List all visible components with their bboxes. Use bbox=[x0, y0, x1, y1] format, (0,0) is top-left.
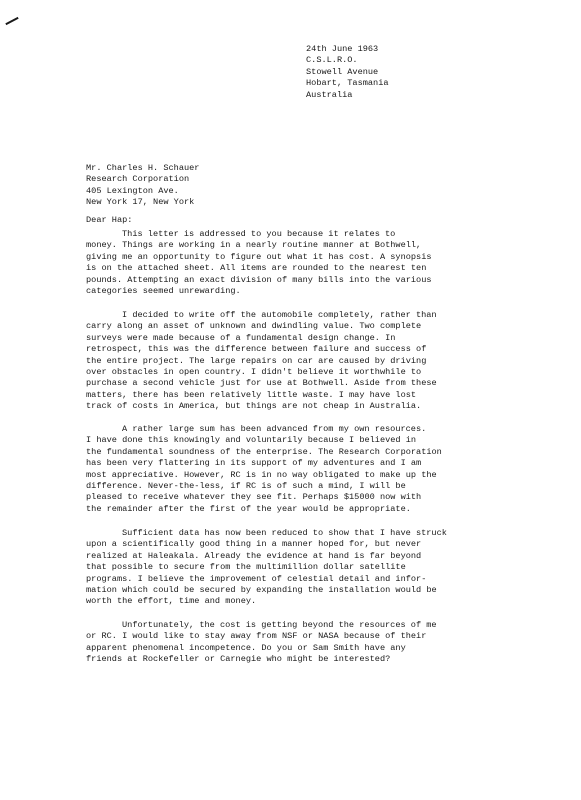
paragraph-line: the entire project. The large repairs on car are caused by driving bbox=[86, 355, 427, 366]
paragraph-line: the remainder after the first of the year would be appropriate. bbox=[86, 503, 411, 514]
sender-address-line: Australia bbox=[306, 89, 353, 100]
paragraph-line: pleased to receive whatever they see fit. Perhaps $15000 now with bbox=[86, 492, 422, 503]
paragraph-line: matters, there has been relatively little waste. I may have lost bbox=[86, 389, 417, 400]
paragraph-line: that possible to secure from the multimillion dollar satellite bbox=[86, 562, 406, 573]
paragraph-line: I decided to write off the automobile completely, rather than bbox=[122, 310, 437, 320]
recipient-address-line: Research Corporation bbox=[86, 174, 190, 185]
paragraph-line: carry along an asset of unknown and dwindling value. Two complete bbox=[86, 321, 422, 332]
sender-address-line: Stowell Avenue bbox=[306, 66, 379, 77]
paragraph-line: money. Things are working in a nearly routine manner at Bothwell, bbox=[86, 240, 422, 251]
pen-mark bbox=[5, 17, 18, 25]
paragraph-line: track of costs in America, but things are not cheap in Australia. bbox=[86, 401, 422, 412]
paragraph-line: retrospect, this was the difference between failure and success of bbox=[86, 344, 427, 355]
paragraph-line: programs. I believe the improvement of celestial detail and infor- bbox=[86, 573, 427, 584]
letter-date: 24th June 1963 bbox=[306, 44, 379, 54]
paragraph-line: categories seemed unrewarding. bbox=[86, 286, 241, 297]
paragraph-line: difference. Never-the-less, if RC is of such a mind, I will be bbox=[86, 481, 406, 492]
paragraph-line: This letter is addressed to you because it relates to bbox=[122, 229, 396, 239]
paragraph-line: mation which could be secured by expanding the installation would be bbox=[86, 585, 437, 596]
paragraph-line: pounds. Attempting an exact division of many bills into the various bbox=[86, 274, 432, 285]
sender-date-block bbox=[306, 44, 506, 101]
body-paragraph bbox=[86, 528, 541, 608]
paragraph-line: most appreciative. However, RC is in no way obligated to make up the bbox=[86, 469, 437, 480]
paragraph-line: is on the attached sheet. All items are rounded to the nearest ten bbox=[86, 263, 427, 274]
recipient-address-line: 405 Lexington Ave. bbox=[86, 185, 179, 196]
paragraph-line: Sufficient data has now been reduced to show that I have struck bbox=[122, 528, 447, 538]
paragraph-line: A rather large sum has been advanced from my own resources. bbox=[122, 424, 427, 434]
salutation: Dear Hap: bbox=[86, 215, 133, 225]
sender-address-line: C.S.L.R.O. bbox=[306, 55, 358, 66]
body-paragraph bbox=[86, 229, 541, 297]
recipient-name: Mr. Charles H. Schauer bbox=[86, 163, 200, 173]
sender-address-line: Hobart, Tasmania bbox=[306, 78, 389, 89]
recipient-address-block bbox=[86, 163, 346, 209]
paragraph-line: worth the effort, time and money. bbox=[86, 596, 257, 607]
paragraph-line: realized at Haleakala. Already the evidence at hand is far beyond bbox=[86, 550, 422, 561]
paragraph-line: or RC. I would like to stay away from NSF or NASA because of their bbox=[86, 631, 427, 642]
body-paragraph bbox=[86, 620, 541, 666]
paragraph-line: over obstacles in open country. I didn't believe it worthwhile to bbox=[86, 367, 422, 378]
paragraph-line: apparent phenomenal incompetence. Do you or Sam Smith have any bbox=[86, 642, 406, 653]
paragraph-line: upon a scientifically good thing in a manner hoped for, but never bbox=[86, 539, 422, 550]
recipient-address-line: New York 17, New York bbox=[86, 197, 195, 208]
paragraph-line: purchase a second vehicle just for use at Bothwell. Aside from these bbox=[86, 378, 437, 389]
body-paragraph bbox=[86, 310, 541, 413]
paragraph-line: giving me an opportunity to figure out what it has cost. A synopsis bbox=[86, 251, 432, 262]
paragraph-line: has been very flattering in its support of my adventures and I am bbox=[86, 458, 422, 469]
paragraph-line: the fundamental soundness of the enterprise. The Research Corporation bbox=[86, 446, 442, 457]
paragraph-line: friends at Rockefeller or Carnegie who might be interested? bbox=[86, 654, 391, 665]
paragraph-line: Unfortunately, the cost is getting beyond the resources of me bbox=[122, 620, 437, 630]
paragraph-line: surveys were made because of a fundamental design change. In bbox=[86, 332, 396, 343]
body-paragraph bbox=[86, 424, 541, 515]
paragraph-line: I have done this knowingly and voluntarily because I believed in bbox=[86, 435, 417, 446]
